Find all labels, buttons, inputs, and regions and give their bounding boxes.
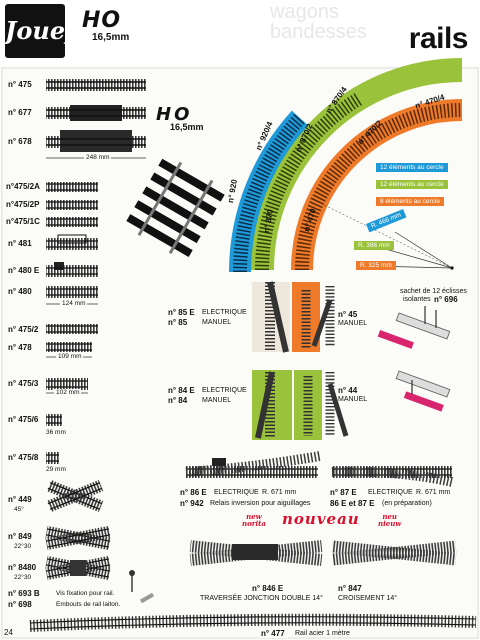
- ref-693b: n° 693 B: [8, 589, 40, 598]
- mode-85: MANUEL: [202, 319, 232, 326]
- track-677: [46, 105, 146, 121]
- desc-846e: TRAVERSÉE JONCTION DOUBLE 14°: [200, 595, 323, 602]
- ref-475-2a: n°475/2A: [6, 182, 40, 191]
- sachet-line-1: sachet de 12 éclisses: [400, 288, 467, 295]
- ref-846e: n° 846 E: [252, 584, 284, 593]
- legend-orange: 8 éléments au cercle: [376, 197, 444, 206]
- ref-481: n° 481: [8, 239, 32, 248]
- ref-87e: n° 87 E: [330, 488, 357, 497]
- ref-920: n° 920: [226, 178, 239, 204]
- ref-475-2p: n°475/2P: [6, 200, 40, 209]
- new-banner-left-2: norita: [242, 519, 266, 528]
- radius-86e: R. 671 mm: [262, 489, 297, 496]
- legend-green: 12 éléments au cercle: [376, 180, 448, 189]
- track-480: [46, 286, 98, 298]
- radius-green: R. 386 mm: [354, 241, 394, 250]
- crossing-8480: [45, 556, 110, 580]
- ref-45: n° 45: [338, 310, 358, 319]
- page-number: 24: [4, 628, 13, 637]
- switch-85-photo: [252, 282, 320, 352]
- desc-698: Embouts de rail laiton.: [56, 601, 121, 608]
- dim-102: 102 mm: [56, 389, 80, 396]
- desc-86e: ELECTRIQUE: [214, 489, 259, 496]
- double-slip-846e: [190, 540, 323, 566]
- note-942: (en préparation): [382, 500, 432, 507]
- ref-480e: n° 480 E: [8, 266, 40, 275]
- radius-blue: R. 466 mm: [366, 209, 406, 232]
- new-banner-right: [378, 513, 401, 527]
- desc-477: Rail acier 1 mètre: [292, 630, 353, 637]
- ref-84: n° 84: [168, 396, 188, 405]
- angle-8480: 22°30: [14, 574, 32, 581]
- dim-29: 29 mm: [46, 466, 66, 473]
- ref-44: n° 44: [338, 386, 358, 395]
- desc-847: CROISEMENT 14°: [338, 595, 398, 602]
- ref-84e: n° 84 E: [168, 386, 195, 395]
- track-478: [46, 342, 92, 352]
- radius-87e: R. 671 mm: [416, 489, 451, 496]
- ref-475-8: n° 475/8: [8, 453, 39, 462]
- ho-sleeper-diagram: [123, 153, 227, 262]
- ref-475: n° 475: [8, 80, 32, 89]
- track-678: [46, 130, 146, 152]
- track-481: [46, 235, 98, 250]
- track-475: [46, 79, 146, 91]
- mode-45: MANUEL: [338, 320, 368, 327]
- ref-696: n° 696: [434, 295, 458, 304]
- ref-8480: n° 8480: [8, 563, 37, 572]
- track-475-8: [46, 452, 59, 464]
- track-475-2: [46, 324, 98, 334]
- ref-475-6: n° 475/6: [8, 415, 39, 424]
- ref-85e: n° 85 E: [168, 308, 195, 317]
- track-475-6: [46, 414, 62, 426]
- dim-124: 124 mm: [62, 300, 86, 307]
- ref-698: n° 698: [8, 600, 32, 609]
- track-475-1c: [46, 217, 98, 227]
- ref-86e: n° 86 E: [180, 488, 207, 497]
- screw-illustration: [129, 570, 154, 603]
- new-banner-left-1: new: [246, 512, 262, 521]
- center-scale: 16,5mm: [170, 122, 204, 132]
- brand-logo: Jouef: [5, 4, 65, 58]
- center-gauge: HO: [156, 104, 193, 125]
- mode-85e: ELECTRIQUE: [202, 309, 247, 316]
- ref-477: n° 477: [258, 629, 288, 638]
- radius-orange: R. 325 mm: [356, 261, 396, 270]
- desc-942: Relais inversion pour aiguillages: [210, 500, 311, 507]
- ref-449: n° 449: [8, 495, 32, 504]
- new-banner-right-1: neu: [382, 512, 397, 521]
- ref-920-4: n° 920/4: [254, 120, 275, 152]
- dim-36: 36 mm: [46, 429, 66, 436]
- sachet-line-2: isolantes: [403, 296, 431, 303]
- gauge-title: HO: [82, 8, 122, 33]
- ref-470: n° 470: [302, 207, 318, 233]
- ghost-line-2: bandesses: [270, 21, 367, 43]
- legend-blue: 12 éléments au cercle: [376, 163, 448, 172]
- mode-44: MANUEL: [338, 396, 368, 403]
- new-banner-main: nouveau: [282, 510, 360, 528]
- crossing-847: [332, 540, 457, 565]
- ref-678: n° 678: [8, 137, 32, 146]
- switch-44-drawing: [330, 372, 346, 436]
- gauge-scale: 16,5mm: [92, 32, 130, 43]
- mode-84: MANUEL: [202, 397, 232, 404]
- mode-84e: ELECTRIQUE: [202, 387, 247, 394]
- crossing-849: [45, 526, 110, 550]
- ref-478: n° 478: [8, 343, 32, 352]
- ref-870-4: n° 870/4: [324, 85, 349, 116]
- refs-942: 86 E et 87 E: [330, 499, 375, 508]
- ref-870: n° 870: [262, 208, 275, 234]
- new-banner-left: [242, 513, 266, 527]
- ref-870-2: n° 870/2: [294, 122, 315, 154]
- angle-849: 22°30: [14, 543, 32, 550]
- crossing-449: [47, 480, 103, 512]
- track-477-flex: [30, 617, 476, 629]
- desc-693b: Vis fixation pour rail.: [56, 590, 115, 597]
- ref-677: n° 677: [8, 108, 32, 117]
- new-banner-right-2: nieuw: [378, 519, 402, 528]
- ref-475-1c: n°475/1C: [6, 217, 40, 226]
- track-480e: [46, 262, 98, 277]
- switch-87e-drawing: [332, 466, 452, 482]
- ref-475-2: n° 475/2: [8, 325, 39, 334]
- track-475-2p: [46, 200, 98, 210]
- ref-849: n° 849: [8, 532, 32, 541]
- fishplate-illustration-2: [396, 371, 449, 412]
- desc-87e: ELECTRIQUE: [368, 489, 413, 496]
- ghost-line-1: wagons: [270, 1, 339, 23]
- ref-942: n° 942: [180, 499, 204, 508]
- track-475-2a: [46, 182, 98, 192]
- switch-84-photo: [252, 370, 322, 440]
- switch-86e-drawing: [186, 456, 320, 478]
- fishplate-illustration-1: [378, 306, 450, 349]
- ref-470-2: n° 470/2: [356, 118, 384, 147]
- section-title: rails: [408, 22, 468, 55]
- angle-449: 45°: [14, 506, 24, 513]
- ref-475-3: n° 475/3: [8, 379, 39, 388]
- dim-248: 248 mm: [86, 154, 110, 161]
- ref-480: n° 480: [8, 287, 32, 296]
- ref-470-4: n° 470/4: [414, 92, 446, 111]
- ref-85: n° 85: [168, 318, 188, 327]
- ref-847: n° 847: [338, 584, 362, 593]
- dim-109: 109 mm: [58, 353, 82, 360]
